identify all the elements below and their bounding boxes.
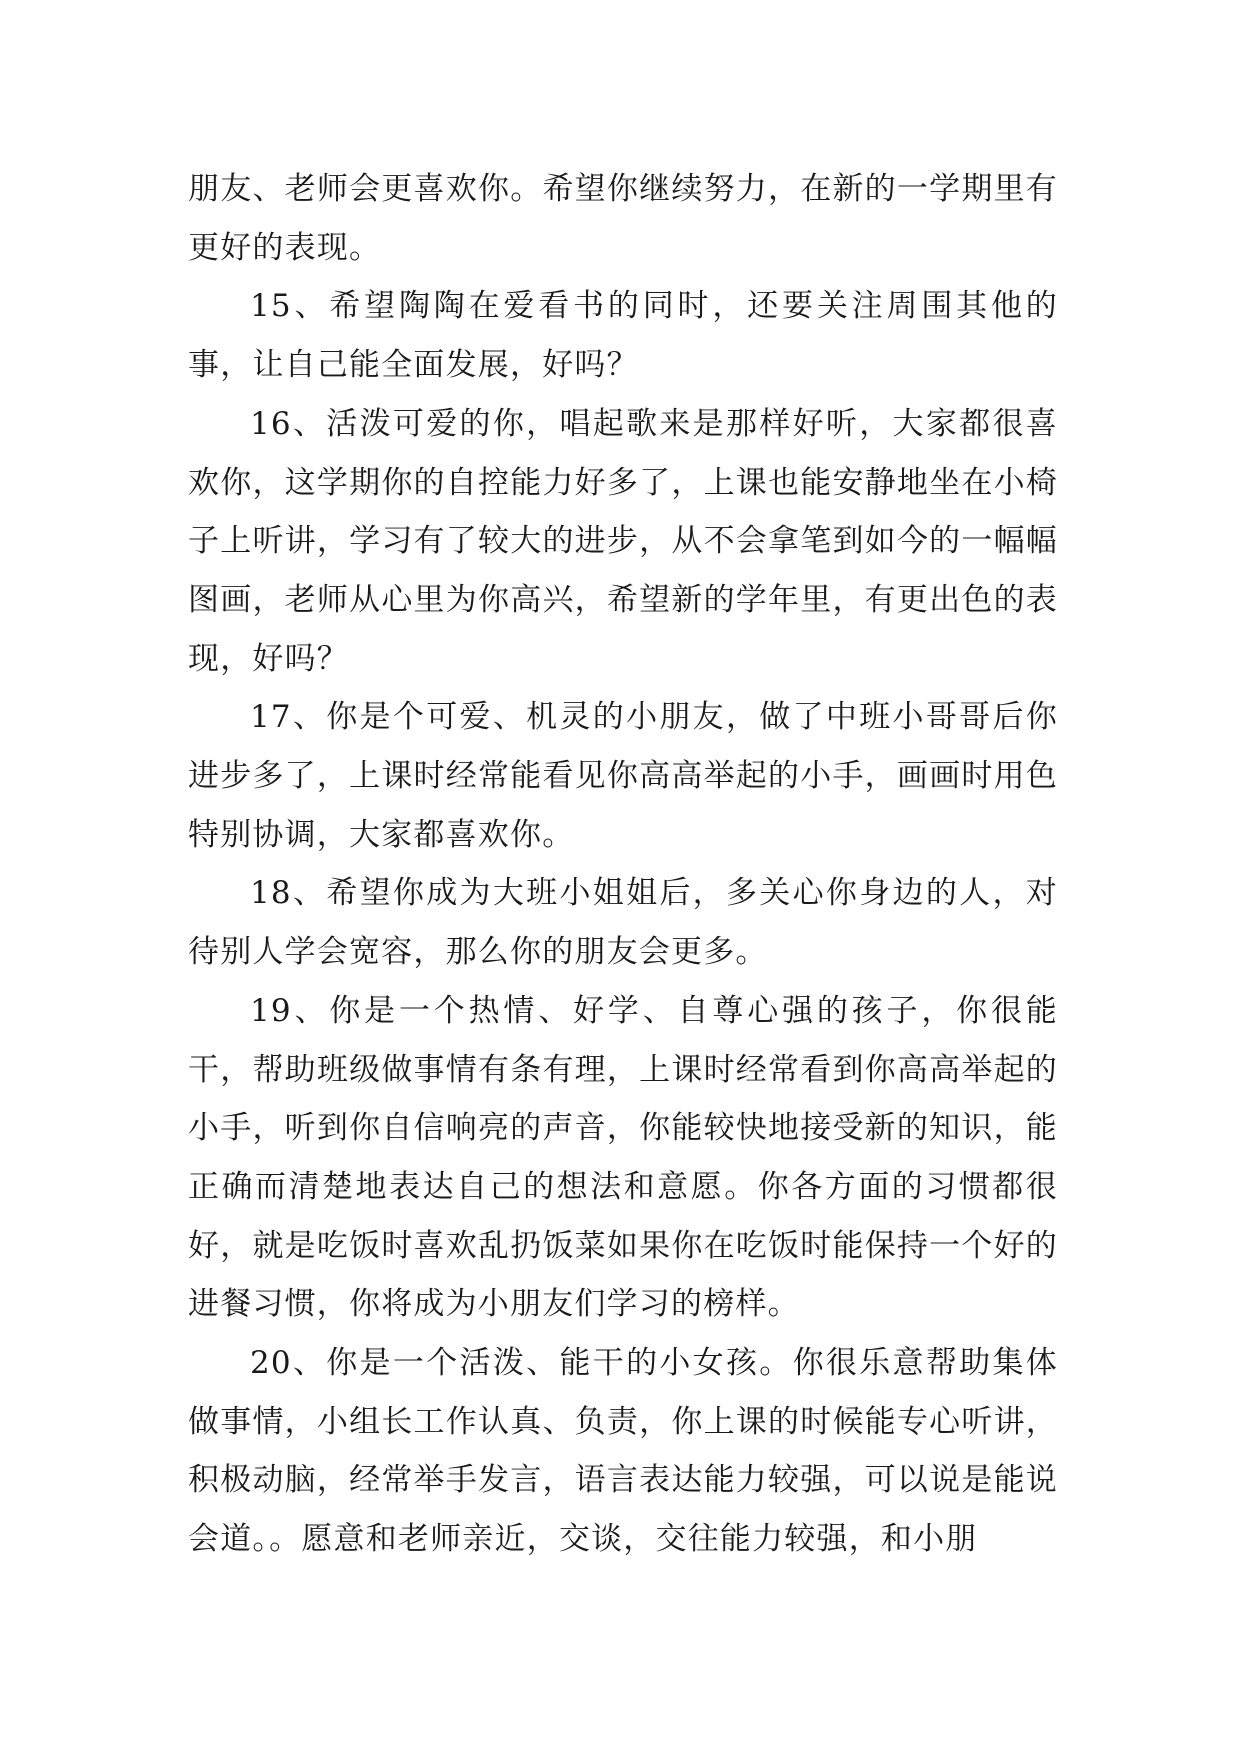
paragraph-continuation: 朋友、老师会更喜欢你。希望你继续努力，在新的一学期里有更好的表现。 <box>188 171 1058 266</box>
paragraph-item-18: 18、希望你成为大班小姐姐后，多关心你身边的人，对待别人学会宽容，那么你的朋友会更多。 <box>188 875 1058 971</box>
paragraph-item-15: 15、希望陶陶在爱看书的同时，还要关注周围其他的事，让自己能全面发展，好吗？ <box>188 288 1058 384</box>
document-body <box>188 160 1058 1569</box>
paragraph-item-17: 17、你是个可爱、机灵的小朋友，做了中班小哥哥后你进步多了，上课时经常能看见你高高举起的小手，画画时用色特别协调，大家都喜欢你。 <box>188 699 1058 853</box>
paragraph-item-19: 19、你是一个热情、好学、自尊心强的孩子，你很能干，帮助班级做事情有条有理，上课时经常看到你高高举起的小手，听到你自信响亮的声音，你能较快地接受新的知识，能正确而清楚地表达自己的想法和意愿。你各方面的习惯都很好，就是吃饭时喜欢乱扔饭菜如果你在吃饭时能保持一个好的进餐习惯，你将成为小朋友们学习的榜样。 <box>188 992 1058 1323</box>
paragraph-item-20: 20、你是一个活泼、能干的小女孩。你很乐意帮助集体做事情，小组长工作认真、负责，你上课的时候能专心听讲，积极动脑，经常举手发言，语言表达能力较强，可以说是能说会道。。愿意和老师亲近，交谈，交往能力较强，和小朋 <box>188 1345 1058 1558</box>
paragraph-item-16: 16、活泼可爱的你，唱起歌来是那样好听，大家都很喜欢你，这学期你的自控能力好多了，上课也能安静地坐在小椅子上听讲，学习有了较大的进步，从不会拿笔到如今的一幅幅图画，老师从心里为你高兴，希望新的学年里，有更出色的表现，好吗？ <box>188 405 1058 677</box>
